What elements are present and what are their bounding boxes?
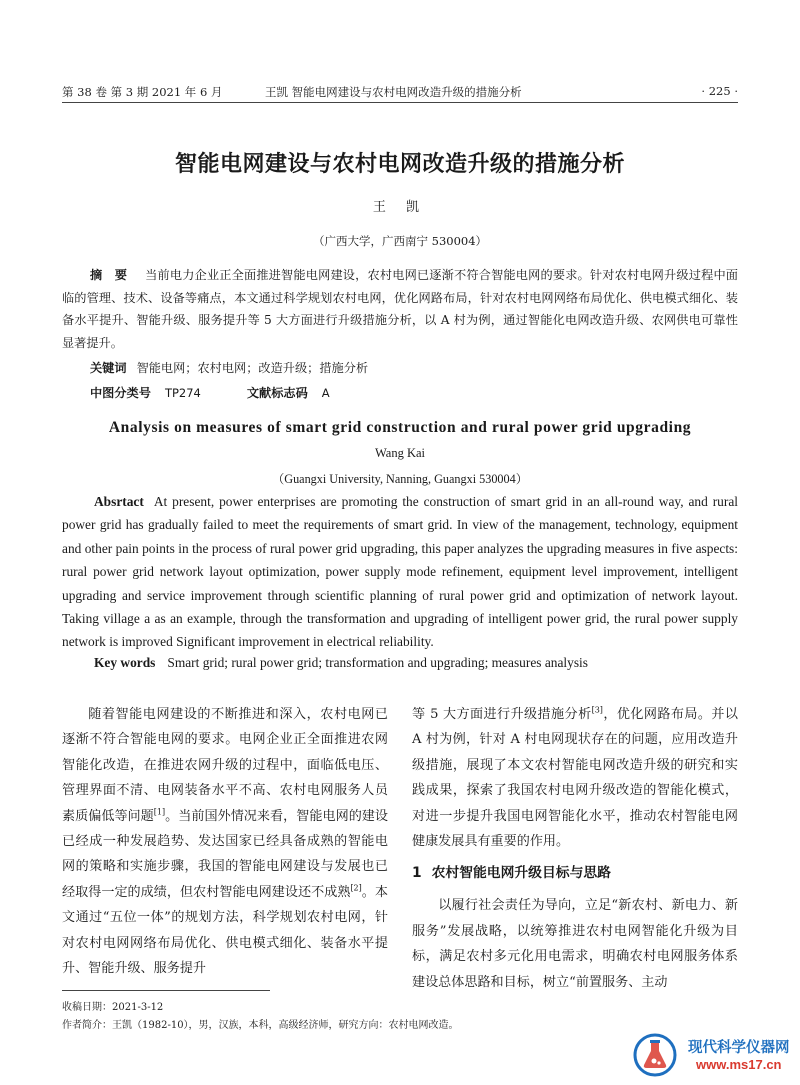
body-column-left — [62, 702, 388, 981]
author-affiliation-cn: （广西大学，广西南宁 530004） — [312, 234, 488, 248]
intro-paragraph — [62, 702, 388, 981]
footnote-rule — [62, 990, 270, 991]
keywords-en-text: Smart grid; rural power grid; transformation and upgrading; measures analysis — [167, 655, 588, 670]
keywords-cn-text: 智能电网；农村电网；改造升级；措施分析 — [136, 361, 369, 375]
keywords-cn-label: 关键词 — [90, 361, 127, 375]
footnote-received-date: 收稿日期：2021-3-12 — [62, 1002, 164, 1013]
body-column-right — [412, 702, 738, 995]
section-1-heading — [412, 861, 738, 886]
clc-label: 中图分类号 — [90, 386, 151, 400]
abstract-cn-text: 当前电力企业正全面推进智能电网建设，农村电网已逐渐不符合智能电网的要求。针对农村电网升级过程中面临的管理、技术、设备等痛点，本文通过科学规划农村电网，优化网路布局，针对农村电网网络布局优化、供电模式细化、装备水平提升、智能升级、服务提升等 5 大方面进行升级措施分析，以 A 村为例，通过智能化电网改造升级、农网供电可靠性显著提升。 — [62, 268, 738, 350]
intro-text-3: 。本文通过“五位一体”的规划方法，科学规划农村电网，针对农村电网网络布局优化、供电模式细化、装备水平提升、智能升级、服务提升 — [62, 884, 389, 977]
running-title: 王凯 智能电网建设与农村电网改造升级的措施分析 — [265, 85, 522, 99]
keywords-en — [94, 655, 738, 671]
author-name-en: Wang Kai — [374, 446, 426, 460]
intro-paragraph-continued — [412, 702, 738, 854]
section-1-paragraph: 以履行社会责任为导向，立足“新农村、新电力、新服务”发展战略，以统筹推进农村电网智能化升级为目标，满足农村多元化用电需求，明确农村电网服务体系建设总体思路和目标，树立“前置服务、主动 — [412, 898, 738, 990]
site-watermark — [620, 1024, 800, 1080]
paper-title-cn: 智能电网建设与农村电网改造升级的措施分析 — [174, 151, 625, 177]
abstract-en-label: Absrtact — [94, 494, 144, 509]
citation-3: [3] — [591, 705, 603, 715]
watermark-site-name: 现代科学仪器网 — [688, 1040, 790, 1056]
watermark-url: www.ms17.cn — [696, 1057, 782, 1072]
keywords-en-label: Key words — [94, 655, 156, 670]
intro-text-4: 等 5 大方面进行升级措施分析 — [412, 707, 592, 722]
abstract-cn — [62, 264, 738, 354]
header-rule — [62, 102, 738, 103]
doc-code-label: 文献标志码 — [246, 386, 308, 400]
page-number: · 225 · — [701, 84, 738, 98]
abstract-cn-label: 摘 要 — [90, 268, 132, 282]
doc-code-value: A — [321, 386, 330, 400]
abstract-en — [62, 490, 738, 654]
author-affiliation-en: （Guangxi University, Nanning, Guangxi 530004） — [272, 472, 528, 486]
flask-logo-icon — [632, 1032, 678, 1078]
citation-1: [1] — [153, 807, 166, 817]
citation-2: [2] — [350, 883, 362, 893]
section-1-number: 1 — [412, 865, 422, 882]
author-name-cn: 王 凯 — [372, 200, 428, 215]
paper-title-en: Analysis on measures of smart grid construction and rural power grid upgrading — [108, 419, 692, 436]
abstract-en-text: At present, power enterprises are promoting the construction of smart grid in an all-round way, and rural power grid has gradually failed to meet the requirements of smart grid. In view of the management, technology, equipment and other pain points in the process of rural power grid upgrading, this paper analyzes the upgrading measures in five aspects: rural power grid network layout optimization, power supply mode refinement, equipment level improvement, intelligent upgrading and service improvement through scientific planning of rural power grid and optimization of network layout. Taking village a as an example, through the transformation and upgrading of intelligent power grid, the rural power supply network is improved Significant improvement in electrical reliability. — [62, 494, 738, 650]
intro-text-5: ，优化网路布局。并以 A 村为例，针对 A 村电网现状存在的问题，应用改造升级措施，展现了本文农村智能电网改造升级的研究和实践成果，探索了我国农村电网升级改造的智能化模式，对进一步提升我国电网智能化水平，推动农村智能电网健康发展具有重要的作用。 — [412, 707, 738, 850]
classification-line — [90, 384, 738, 401]
clc-value: TP274 — [164, 386, 201, 400]
intro-text-1: 随着智能电网建设的不断推进和深入，农村电网已逐渐不符合智能电网的要求。电网企业正全面推进农网智能化改造，在推进农网升级的过程中，面临低电压、管理界面不清、电网装备水平不高、农村电网服务人员素质偏低等问题 — [62, 707, 388, 824]
journal-volume-issue: 第 38 卷 第 3 期 2021 年 6 月 — [62, 85, 223, 99]
section-1-title: 农村智能电网升级目标与思路 — [431, 865, 611, 882]
intro-text-2: 。当前国外情况来看，智能电网的建设已经成一种发展趋势、发达国家已经具备成熟的智能电网的策略和实施步骤，我国的智能电网建设与发展也已经取得一定的成绩，但农村智能电网建设还不成熟 — [62, 808, 389, 900]
keywords-cn — [90, 359, 738, 376]
footnote-author-bio: 作者简介：王凯（1982-10），男，汉族，本科，高级经济师，研究方向：农村电网改造。 — [62, 1020, 459, 1031]
